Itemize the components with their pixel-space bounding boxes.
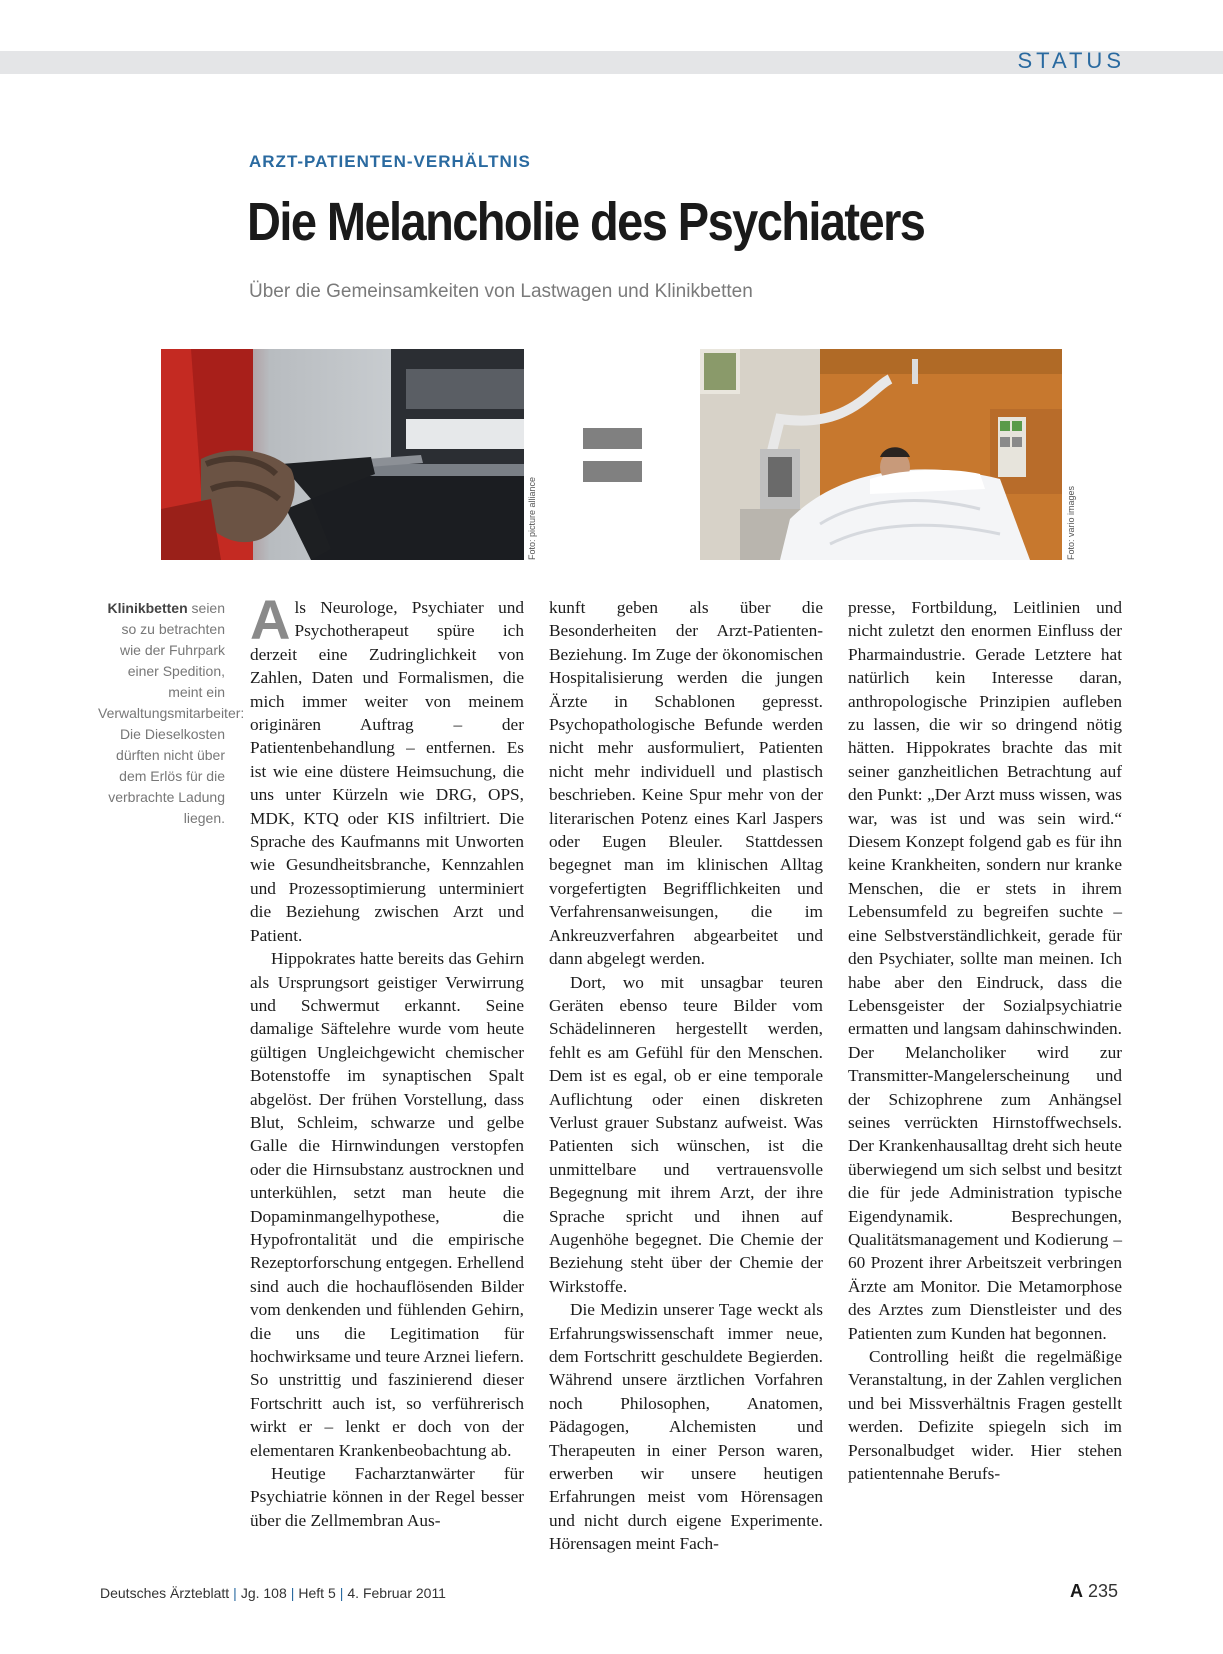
drop-cap: A	[250, 588, 291, 651]
footer-separator: |	[290, 1585, 295, 1601]
photo-credit-left: Foto: picture alliance	[527, 476, 537, 560]
page-number-value: 235	[1087, 1581, 1118, 1601]
page-prefix: A	[1069, 1581, 1083, 1601]
equals-sign-top-bar	[583, 428, 642, 449]
paragraph: Controlling heißt die regelmäßige Veranstaltung, in der Zahlen verglichen und bei Missverhältnis Fragen gestellt werden. Defizite spiegeln sich im Personalbudget wider. Hier stehen patientennahe Berufs-	[848, 1347, 1122, 1484]
caption-text: seien so zu betrachten wie der Fuhrpark einer Spedition, meint ein Verwaltungsmitarbeiter: Die Dieselkosten dürften nicht über dem Erlös für die verbrachte Ladung liegen.	[98, 600, 245, 826]
photo-truck-refueling	[161, 349, 524, 560]
paragraph: Die Medizin unserer Tage weckt als Erfahrungswissenschaft immer neue, dem Fortschritt geschuldete Begierden. Während unsere ärztlichen Vorfahren noch Philosophen, Anatomen, Pädagogen, Alchemisten und Therapeuten in einer Person waren, erwerben wir unsere heutigen Erfahrungen meist vom Hörensagen und nicht durch eigene Experimente. Hörensagen meint Fach-	[549, 1300, 823, 1554]
image-caption	[98, 598, 245, 829]
photo-credit-right: Foto: vario images	[1066, 485, 1076, 560]
paragraph	[250, 588, 524, 947]
page-footer	[100, 1585, 446, 1601]
paragraph: Hippokrates hatte bereits das Gehirn als Ursprungsort geistiger Verwirrung und Schwermut erkannt. Seine damalige Säftelehre wurde vom heute gültigen Ungleichgewicht chemischer Botenstoffe im synaptischen Spalt abgelöst. Der frühen Vorstellung, dass Blut, Schleim, schwarze und gelbe Galle die Hirnwindungen verstopfen oder die Hirnsubstanz austrocknen und unterkühlen, setzt man heute die Dopaminmangelhypothese, die Hypofrontalität und die empirische Rezeptorforschung entgegen. Erhellend sind auch die hochauflösenden Bilder vom denkenden und fühlenden Gehirn, die uns die Legitimation für hochwirksame und teure Arznei liefern. So unstrittig und faszinierend dieser Fortschritt auch ist, so verführerisch wirkt er – lenkt er doch von der elementaren Krankenbeobachtung ab.	[250, 949, 524, 1460]
paragraph: Heutige Facharztanwärter für Psychiatrie können in der Regel besser über die Zellmembran Aus-	[250, 1464, 524, 1530]
journal-volume: Jg. 108	[240, 1585, 287, 1601]
paragraph: presse, Fortbildung, Leitlinien und nicht zuletzt den enormen Einfluss der Pharmaindustrie. Gerade Letztere hat natürlich kein Interesse daran, anthropologische Prinzipien aufleben zu lassen, die wir so dringend nötig hätten. Hippokrates brachte das mit seiner ganzheitlichen Betrachtung auf den Punkt: „Der Arzt muss wissen, was war, was ist und was sein wird.“ Diesem Konzept folgend gab es für ihn keine Krankheiten, sondern nur kranke Menschen, die er stets in ihrem Lebensumfeld zu begreifen suchte – eine Selbstverständlichkeit, gerade für den Psychiater, sollte man meinen. Ich habe aber den Eindruck, dass die Lebensgeister der Sozialpsychiatrie ermatten und langsam dahinschwinden. Der Melancholiker wird zur Transmitter-Mangelerscheinung und der Schizophrene zum Anhängsel seines verrückten Hirnstoffwechsels. Der Krankenhausalltag dreht sich heute überwiegend um sich selbst und besitzt die für jede Administration typische Eigendynamik. Besprechungen, Qualitätsmanagement und Kodierung – 60 Prozent ihrer Arbeitszeit verbringen Ärzte am Monitor. Die Metamorphose des Arztes zum Dienstleister und des Patienten zum Kunden hat begonnen.	[848, 598, 1122, 1343]
page-number	[1070, 1581, 1118, 1602]
photo-hospital-bed	[700, 349, 1062, 560]
journal-issue: Heft 5	[298, 1585, 336, 1601]
body-column-2	[549, 596, 823, 1556]
article-kicker: ARZT-PATIENTEN-VERHÄLTNIS	[249, 152, 531, 171]
footer-separator: |	[339, 1585, 344, 1601]
paragraph: kunft geben als über die Besonderheiten der Arzt-Patienten-Beziehung. Im Zuge der ökonomischen Hospitalisierung werden die jungen Ärzte in Schablonen gepresst. Psychopathologische Befunde werden nicht mehr ausformuliert, Patienten nicht mehr individuell und plastisch beschrieben. Keine Spur mehr von der literarischen Potenz eines Karl Jaspers oder Eugen Bleuler. Stattdessen begegnet man im klinischen Alltag vorgefertigten Begrifflichkeiten und Verfahrensanweisungen, die im Ankreuzverfahren abgearbeitet und dann abgelegt werden.	[549, 598, 823, 969]
caption-lead: Klinikbetten	[107, 600, 188, 616]
body-column-3	[848, 596, 1122, 1485]
journal-name: Deutsches Ärzteblatt	[100, 1585, 230, 1601]
paragraph-text: ls Neurologe, Psychiater und Psychotherapeut spüre ich derzeit eine Zudringlichkeit von Zahlen, Daten und Formalismen, die mich immer weiter von meinem originären Auftrag – der Patientenbehandlung – entfernen. Es ist wie eine düstere Heimsuchung, die uns unter Kürzeln wie DRG, OPS, MDK, KTQ oder KIS infiltriert. Die Sprache des Kaufmanns mit Unworten wie Gesundheitsbranche, Kennzahlen und Prozessoptimierung unterminiert die Beziehung zwischen Arzt und Patient.	[250, 598, 524, 945]
article-subtitle: Über die Gemeinsamkeiten von Lastwagen und Klinikbetten	[249, 281, 753, 302]
issue-date: 4. Februar 2011	[347, 1585, 446, 1601]
footer-separator: |	[233, 1585, 237, 1601]
paragraph: Dort, wo mit unsagbar teuren Geräten ebenso teure Bilder vom Schädelinneren hergestellt werden, fehlt es am Gefühl für den Menschen. Dem ist es egal, ob er eine temporale Auflichtung oder einen diskreten Verlust grauer Substanz aufweist. Was Patienten sich wünschen, ist die unmittelbare und vertrauensvolle Begegnung mit ihrem Arzt, der ihre Sprache spricht und ihnen auf Augenhöhe begegnet. Die Chemie der Beziehung steht über der Chemie der Wirkstoffe.	[549, 972, 823, 1296]
body-column-1	[250, 588, 524, 1532]
section-label: STATUS	[1017, 48, 1125, 73]
equals-sign-bottom-bar	[583, 461, 642, 482]
article-title: Die Melancholie des Psychiaters	[247, 192, 925, 252]
